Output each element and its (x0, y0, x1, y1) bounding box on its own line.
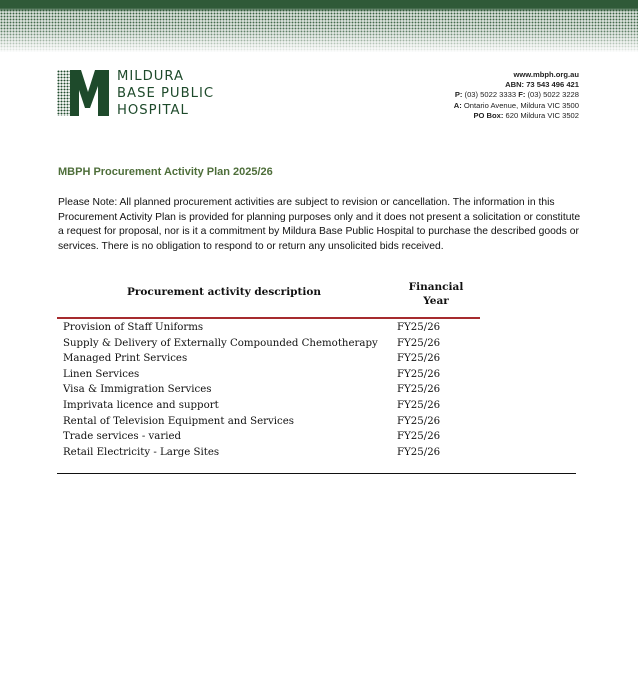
row-year: FY25/26 (397, 337, 441, 349)
table-row (63, 429, 483, 445)
row-year: FY25/26 (397, 322, 441, 333)
address-label: A: (453, 100, 462, 110)
document-title: MBPH Procurement Activity Plan 2025/26 (58, 166, 273, 178)
table-row (63, 445, 483, 461)
row-description: Managed Print Services (63, 353, 188, 365)
abn-text: ABN: 73 543 496 421 (505, 80, 579, 90)
row-year: FY25/26 (397, 368, 441, 380)
logo-m-mark (57, 70, 109, 116)
row-description: Imprivata licence and support (63, 399, 219, 411)
phone-number: (03) 5022 3333 (464, 90, 517, 100)
row-description: Visa & Immigration Services (63, 384, 212, 396)
fax-label: F: (518, 90, 526, 100)
row-description: Linen Services (63, 368, 140, 380)
row-year: FY25/26 (397, 415, 441, 427)
row-description: Rental of Television Equipment and Services (63, 415, 294, 427)
logo-line-1: MILDURA (117, 69, 185, 84)
logo-wordmark (117, 68, 214, 119)
row-year: FY25/26 (397, 431, 441, 443)
fax-number: (03) 5022 3228 (527, 90, 579, 100)
column-header-year-line-2: Year (423, 295, 449, 307)
row-description: Provision of Staff Uniforms (63, 322, 204, 333)
logo-line-2: BASE PUBLIC (117, 86, 215, 101)
table-row (63, 414, 483, 430)
row-description: Supply & Delivery of Externally Compounded Chemotherapy (63, 337, 378, 349)
header-divider (57, 317, 480, 319)
column-header-year (377, 280, 495, 308)
contact-block (454, 70, 579, 121)
column-header-year-line-1: Financial (408, 281, 464, 293)
logo-line-3: HOSPITAL (117, 103, 189, 118)
hospital-logo (57, 70, 214, 119)
procurement-table-header (57, 278, 482, 318)
column-header-description: Procurement activity description (127, 286, 321, 298)
website-link[interactable]: www.mbph.org.au (513, 70, 579, 79)
table-row (63, 320, 483, 336)
header-fade (0, 8, 638, 54)
table-bottom-rule (57, 473, 576, 474)
table-row (63, 398, 483, 414)
planning-note: Please Note: All planned procurement activities are subject to revision or cancellation. The information in this Procurement Activity Plan is provided for planning purposes only and it does not present a solicitation or constitute a request for proposal, nor is it a commitment by Mildura Base Public Hospital to purchase the described goods or services. There is no obligation to respond to or return any unsolicited bids received. (58, 197, 581, 252)
procurement-table-body (63, 320, 483, 460)
table-row (63, 336, 483, 352)
table-row (63, 351, 483, 367)
row-description: Trade services - varied (63, 431, 182, 443)
address-text: Ontario Avenue, Mildura VIC 3500 (463, 100, 579, 110)
pobox-label: PO Box: (473, 110, 504, 120)
row-year: FY25/26 (397, 446, 441, 458)
row-description: Retail Electricity - Large Sites (63, 446, 220, 458)
row-year: FY25/26 (397, 353, 441, 365)
table-row (63, 382, 483, 398)
row-year: FY25/26 (397, 399, 441, 411)
pobox-text: 620 Mildura VIC 3502 (505, 110, 579, 120)
table-row (63, 367, 483, 383)
row-year: FY25/26 (397, 384, 441, 396)
phone-label: P: (454, 90, 463, 100)
